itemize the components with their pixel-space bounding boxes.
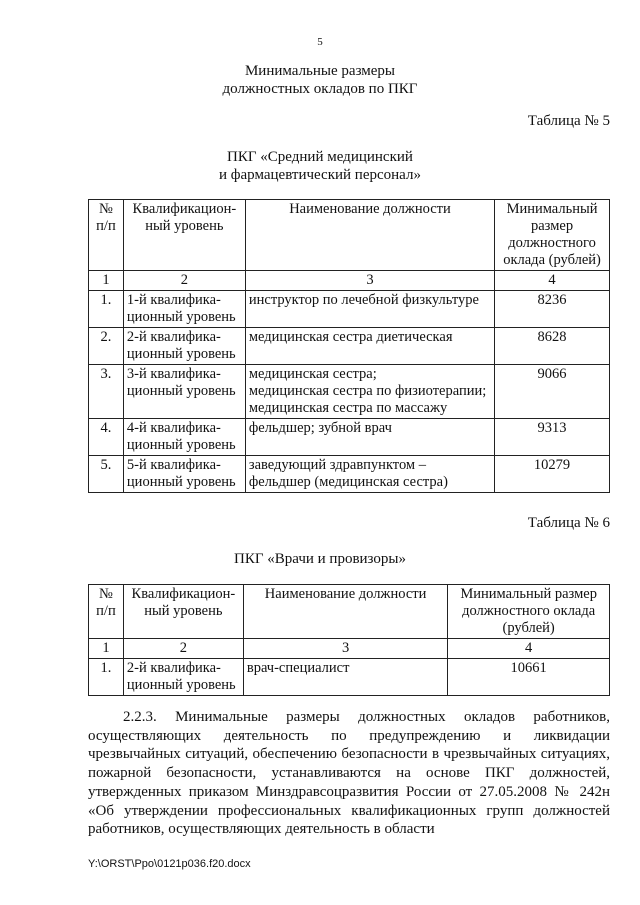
row-level: 1-й квалифика-ционный уровень: [123, 291, 245, 328]
table-row: [89, 365, 610, 419]
row-salary: 10279: [495, 456, 610, 493]
row-num: 2.: [89, 328, 124, 365]
row-salary: 9313: [495, 419, 610, 456]
index-cell: 3: [245, 271, 494, 291]
row-salary: 8628: [495, 328, 610, 365]
header-num: № п/п: [89, 200, 124, 271]
row-salary: 10661: [448, 659, 610, 696]
table-row: [89, 291, 610, 328]
row-level: 4-й квалифика-ционный уровень: [123, 419, 245, 456]
table6-label: Таблица № 6: [527, 515, 610, 531]
row-position: инструктор по лечебной физкультуре: [245, 291, 494, 328]
row-num: 1.: [89, 291, 124, 328]
row-level: 2-й квалифика-ционный уровень: [123, 659, 243, 696]
row-position: медицинская сестра диетическая: [245, 328, 494, 365]
page-number: 5: [317, 36, 323, 48]
table-row: [89, 328, 610, 365]
row-position: медицинская сестра; медицинская сестра по физиотерапии; медицинская сестра по массажу: [245, 365, 494, 419]
header-level: Квалификацион-ный уровень: [123, 585, 243, 639]
index-cell: 1: [89, 639, 124, 659]
table5-title-line-2: и фармацевтический персонал»: [219, 167, 421, 183]
row-num: 1.: [89, 659, 124, 696]
table5-title-line-1: ПКГ «Средний медицинский: [227, 149, 413, 165]
header-position: Наименование должности: [243, 585, 447, 639]
body-paragraph: [88, 708, 610, 839]
index-cell: 1: [89, 271, 124, 291]
row-position: врач-специалист: [243, 659, 447, 696]
index-cell: 2: [123, 271, 245, 291]
paragraph-text: 2.2.3. Минимальные размеры должностных окладов работников, осуществляющих деятельность по предупреждению и ликвидации чрезвычайных ситуаций, обеспечению безопасности в чрезвычайных ситуациях, пожарной безопасности, устанавливаются на основе ПКГ должностей, утвержденных приказом Минздравсоцразвития России от 27.05.2008 № 242н «Об утверждении профессиональных квалификационных групп должностей работников, осуществляющих деятельность в области: [88, 709, 610, 838]
table6-header-row: [89, 585, 610, 639]
row-level: 3-й квалифика-ционный уровень: [123, 365, 245, 419]
row-level: 2-й квалифика-ционный уровень: [123, 328, 245, 365]
table5-header-row: [89, 200, 610, 271]
row-salary: 8236: [495, 291, 610, 328]
table5-title: [0, 148, 640, 184]
row-level: 5-й квалифика-ционный уровень: [123, 456, 245, 493]
row-num: 3.: [89, 365, 124, 419]
index-cell: 2: [123, 639, 243, 659]
section-heading: [0, 62, 640, 98]
table5-label: Таблица № 5: [527, 113, 610, 129]
table6: [88, 584, 610, 696]
row-salary: 9066: [495, 365, 610, 419]
table-row: [89, 419, 610, 456]
table6-title: ПКГ «Врачи и провизоры»: [234, 551, 406, 567]
index-cell: 3: [243, 639, 447, 659]
heading-line-1: Минимальные размеры: [244, 63, 396, 79]
row-position: заведующий здравпунктом – фельдшер (медицинская сестра): [245, 456, 494, 493]
header-salary: Минимальный размер должностного оклада (рублей): [495, 200, 610, 271]
index-cell: 4: [448, 639, 610, 659]
index-cell: 4: [495, 271, 610, 291]
header-position: Наименование должности: [245, 200, 494, 271]
table5-index-row: [89, 271, 610, 291]
header-salary: Минимальный размер должностного оклада (рублей): [448, 585, 610, 639]
header-num: № п/п: [89, 585, 124, 639]
heading-line-2: должностных окладов по ПКГ: [222, 81, 418, 97]
row-num: 5.: [89, 456, 124, 493]
row-position: фельдшер; зубной врач: [245, 419, 494, 456]
table6-index-row: [89, 639, 610, 659]
table-row: [89, 456, 610, 493]
table5: [88, 199, 610, 493]
row-num: 4.: [89, 419, 124, 456]
header-level: Квалификацион-ный уровень: [123, 200, 245, 271]
file-path-footer: Y:\ORST\Ppo\0121p036.f20.docx: [88, 858, 251, 870]
table-row: [89, 659, 610, 696]
